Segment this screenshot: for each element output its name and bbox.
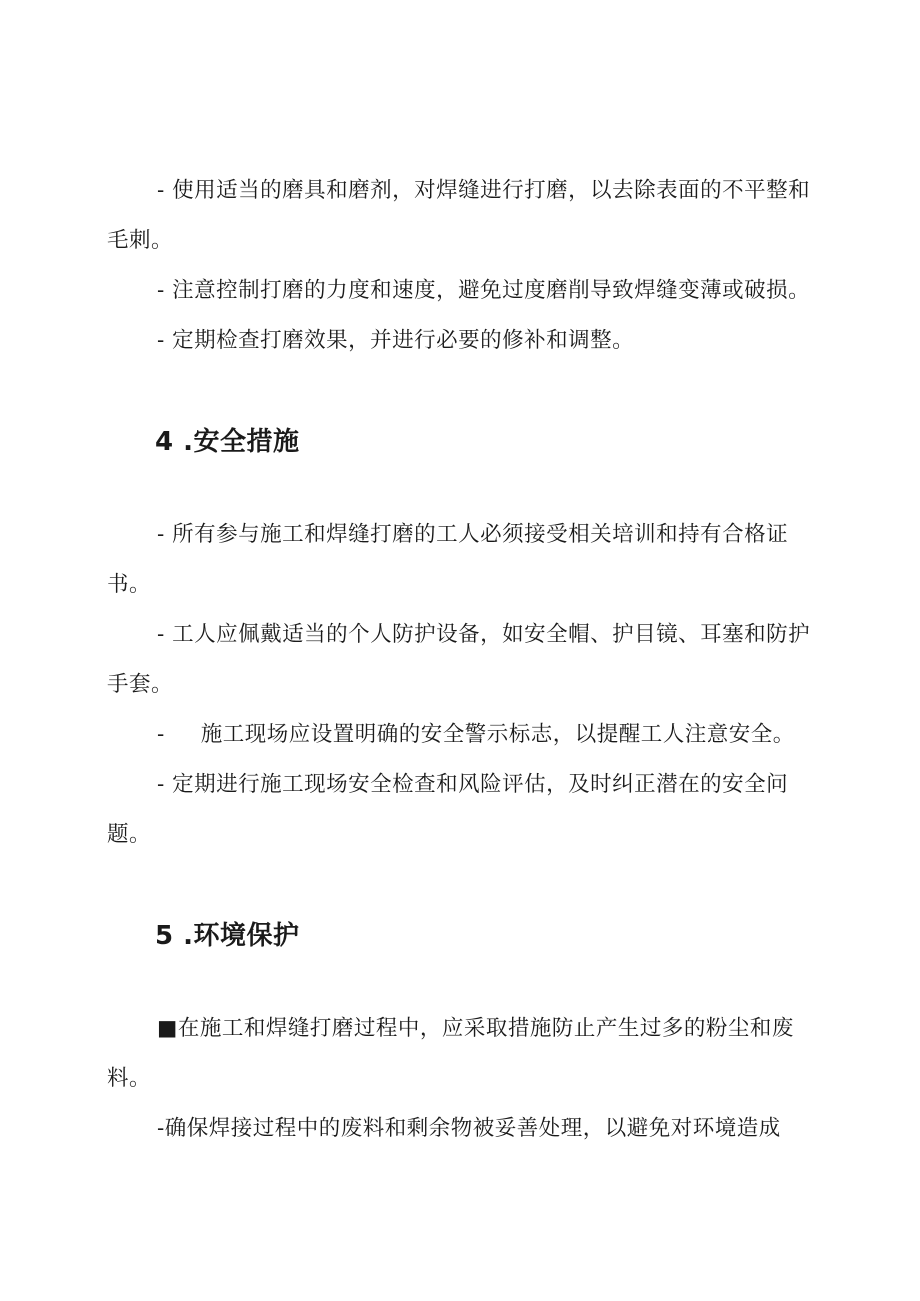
section-heading-environment: 5 .环境保护 [155, 921, 300, 951]
list-item: - 所有参与施工和焊缝打磨的工人必须接受相关培训和持有合格证书。 [107, 522, 789, 597]
list-item: - 工人应佩戴适当的个人防护设备，如安全帽、护目镜、耳塞和防护手套。 [107, 622, 811, 697]
list-dash: - [157, 722, 165, 747]
list-item-text: 施工现场应设置明确的安全警示标志，以提醒工人注意安全。 [200, 722, 795, 747]
list-item: ■在施工和焊缝打磨过程中，应采取措施防止产生过多的粉尘和废料。 [107, 1016, 794, 1091]
list-item: - 使用适当的磨具和磨剂，对焊缝进行打磨，以去除表面的不平整和毛刺。 [107, 178, 811, 253]
section-heading-safety: 4 .安全措施 [155, 427, 300, 457]
list-item: - 定期进行施工现场安全检查和风险评估，及时纠正潜在的安全问题。 [107, 772, 789, 847]
environment-list [107, 1004, 829, 1154]
list-item: - 注意控制打磨的力度和速度，避免过度磨削导致焊缝变薄或破损。 [157, 278, 811, 303]
safety-list [107, 510, 829, 860]
list-item [107, 710, 829, 760]
document-body [107, 166, 829, 1154]
list-item: -确保焊接过程中的废料和剩余物被妥善处理，以避免对环境造成 [157, 1116, 781, 1141]
list-item: - 定期检查打磨效果，并进行必要的修补和调整。 [157, 328, 635, 353]
